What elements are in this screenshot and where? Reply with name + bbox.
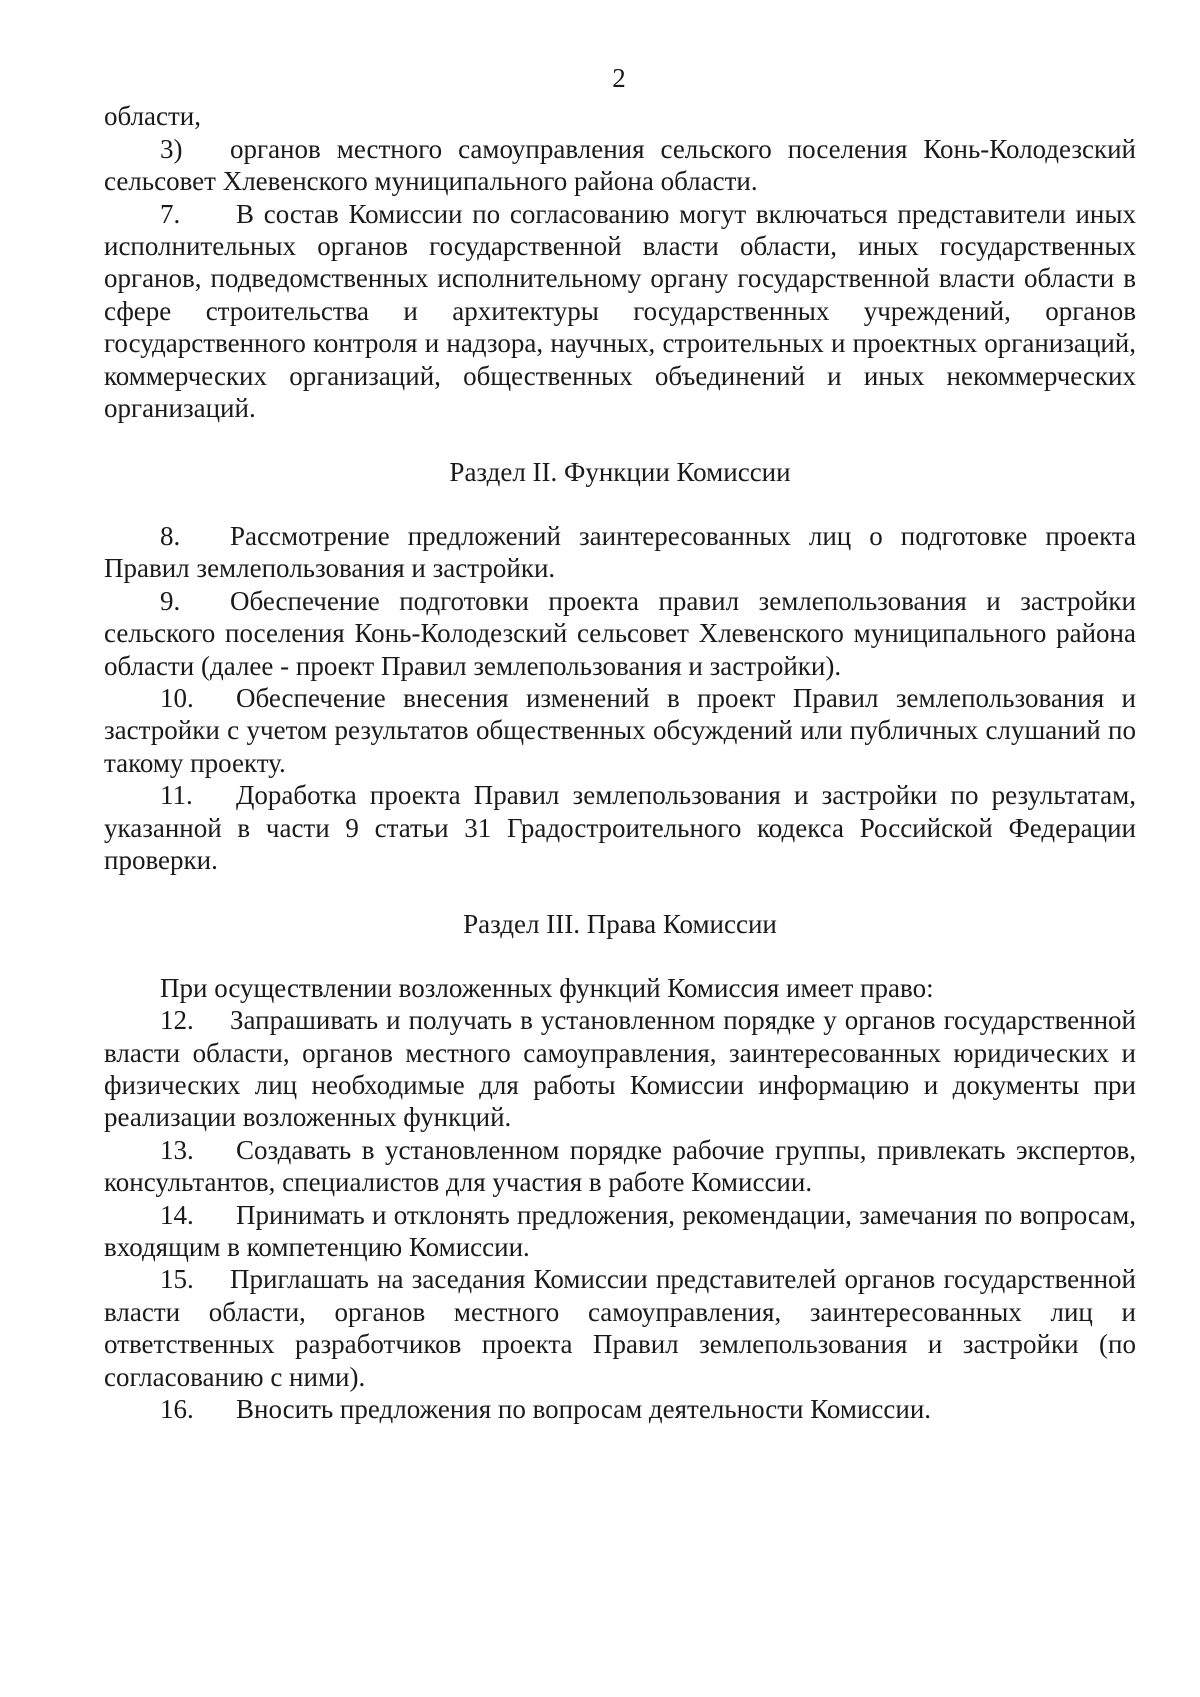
- list-item-12: [104, 1004, 1136, 1134]
- document-page: [104, 62, 1136, 1425]
- item-text: Обеспечение внесения изменений в проект Правил землепользования и застройки с учетом результатов общественных обсуждений или публичных слушаний по такому проекту.: [104, 682, 1136, 778]
- item-text: Обеспечение подготовки проекта правил землепользования и застройки сельского поселения Конь-Колодезский сельсовет Хлевенского муниципального района области (далее - проект Правил землепользования и застройки).: [104, 585, 1136, 681]
- page-number: 2: [612, 63, 626, 93]
- item-number: 13.: [160, 1134, 194, 1165]
- list-item-10: [104, 682, 1136, 779]
- item-number: 12.: [160, 1005, 194, 1036]
- list-item-15: [104, 1263, 1136, 1393]
- list-item-7: [104, 198, 1136, 425]
- list-item-9: [104, 585, 1136, 682]
- item-text: Приглашать на заседания Комиссии представителей органов государственной власти области, органов местного самоуправления, заинтересованных лиц и ответственных разработчиков проекта Правил землепользования и застройки (по согласованию с ними).: [104, 1264, 1136, 1392]
- section-2-heading: Раздел II. Функции Комиссии: [449, 457, 791, 488]
- item-text: Вносить предложения по вопросам деятельности Комиссии.: [236, 1394, 932, 1425]
- item-text: Рассмотрение предложений заинтересованных лиц о подготовке проекта Правил землепользования и застройки.: [104, 520, 1136, 584]
- carry-over-text: области,: [104, 101, 202, 132]
- list-item-14: [104, 1199, 1136, 1264]
- list-item-13: [104, 1134, 1136, 1199]
- item-text: Принимать и отклонять предложения, рекомендации, замечания по вопросам, входящим в компетенцию Комиссии.: [104, 1199, 1136, 1262]
- list-item-3: [104, 133, 1136, 198]
- item-number: 15.: [160, 1264, 194, 1295]
- item-number: 10.: [160, 682, 194, 713]
- item-text: В состав Комиссии по согласованию могут включаться представители иных исполнительных органов государственной власти области, иных государственных органов, подведомственных исполнительному органу государственной власти области в сфере строительства и архитектуры государственных учреждений, органов государственного контроля и надзора, научных, строительных и проектных организаций, коммерческих организаций, общественных объединений и иных некоммерческих организаций.: [104, 198, 1136, 424]
- list-item-16: [104, 1393, 1136, 1425]
- item-number: 9.: [160, 585, 181, 616]
- item-number: 8.: [160, 520, 181, 551]
- item-text: Запрашивать и получать в установленном порядке у органов государственной власти области, органов местного самоуправления, заинтересованных юридических и физических лиц необходимые для работы Комиссии информацию и документы при реализации возложенных функций.: [104, 1005, 1136, 1133]
- item-number: 7.: [160, 198, 181, 229]
- list-item-8: [104, 520, 1136, 585]
- item-number: 14.: [160, 1199, 194, 1230]
- section-3-intro: При осуществлении возложенных функций Комиссия имеет право:: [160, 972, 934, 1003]
- item-text: Доработка проекта Правил землепользования и застройки по результатам, указанной в части 9 статьи 31 Градостроительного кодекса Российской Федерации проверки.: [104, 780, 1136, 875]
- list-item-11: [104, 779, 1136, 876]
- item-text: Создавать в установленном порядке рабочие группы, привлекать экспертов, консультантов, специалистов для участия в работе Комиссии.: [104, 1134, 1136, 1198]
- section-3-heading: Раздел III. Права Комиссии: [463, 909, 777, 940]
- item-number: 16.: [160, 1394, 194, 1425]
- item-text: органов местного самоуправления сельского поселения Конь-Колодезский сельсовет Хлевенского муниципального района области.: [104, 133, 1136, 197]
- item-number: 11.: [160, 780, 193, 811]
- item-number: 3): [160, 133, 183, 164]
